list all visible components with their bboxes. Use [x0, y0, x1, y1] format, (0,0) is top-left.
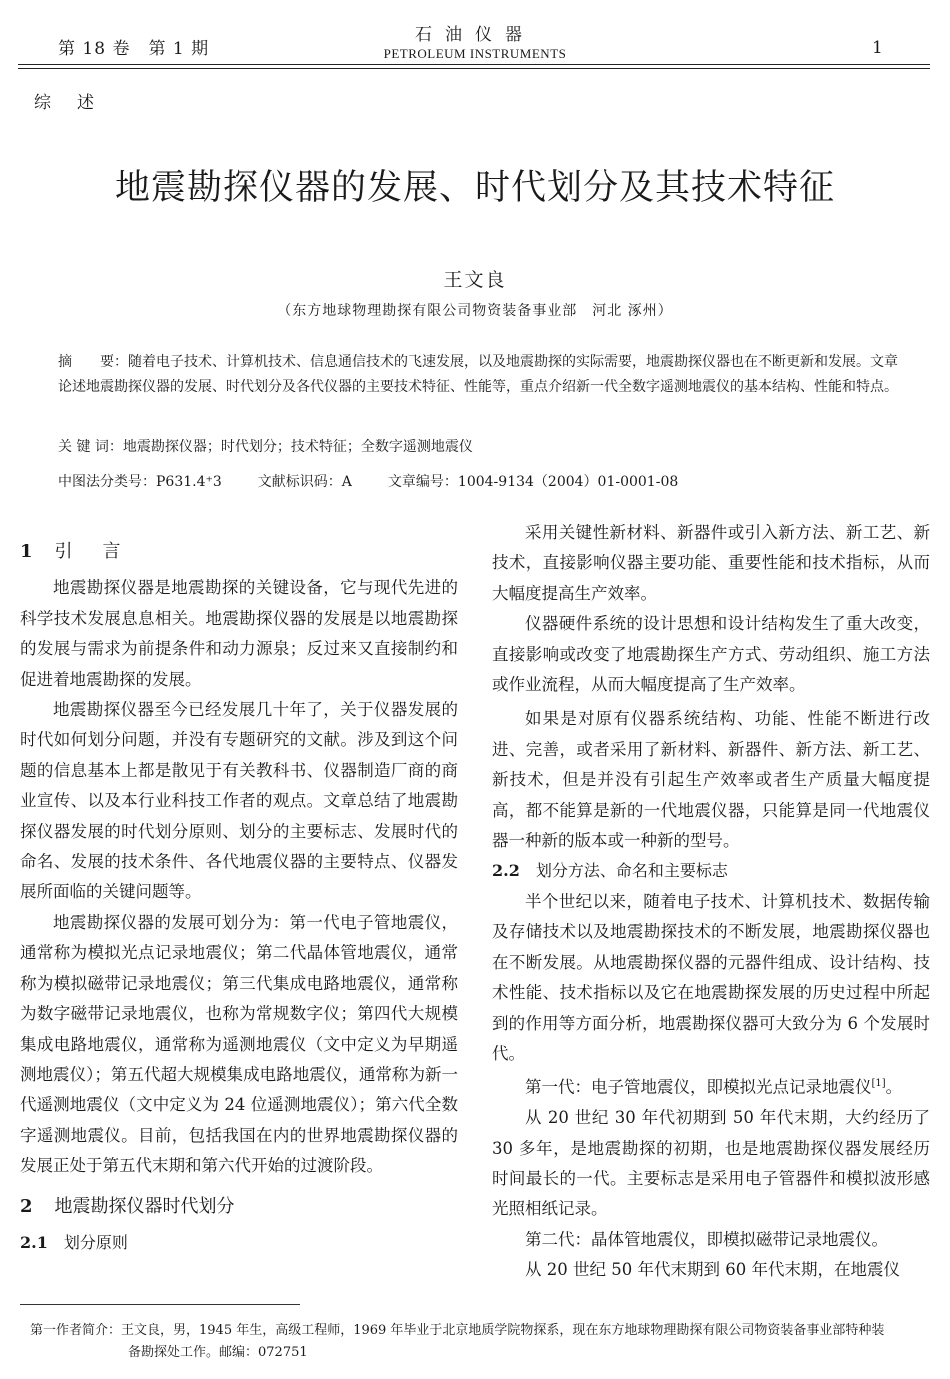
header-rule-top: [18, 64, 930, 65]
document-code: 文献标识码：A: [257, 474, 352, 490]
subsection-number: 2.2: [492, 861, 520, 881]
paragraph: 如果是对原有仪器系统结构、功能、性能不断进行改进、完善，或者采用了新材料、新器件、新方法、新工艺、新技术，但是并没有引起生产效率或者生产质量大幅度提高，都不能算是新的一代地震仪器，只能算是同一代地震仪器一种新的版本或一种新的型号。: [492, 709, 930, 851]
author: 王文良: [443, 269, 507, 291]
keywords-label: 关 键 词：: [58, 439, 123, 455]
clc-number: 中图法分类号：P631.4⁺3: [58, 474, 222, 490]
paragraph: 仪器硬件系统的设计思想和设计结构发生了重大改变，直接影响或改变了地震勘探生产方式、劳动组织、施工方法或作业流程，从而大幅度提高了生产效率。: [492, 614, 930, 695]
paragraph: 第二代：晶体管地震仪，即模拟磁带记录地震仪。: [525, 1229, 888, 1249]
paragraph-text: 第一代：电子管地震仪，即模拟光点记录地震仪: [525, 1077, 872, 1097]
abstract-label: 摘 要：: [58, 354, 128, 370]
header-rule-bottom: [18, 68, 930, 69]
paragraph: 地震勘探仪器是地震勘探的关键设备，它与现代先进的科学技术发展息息相关。地震勘探仪器的发展是以地震勘探的发展与需求为前提条件和动力源泉；反过来又直接制约和促进着地震勘探的发展。: [20, 578, 458, 689]
page-number: 1: [872, 38, 883, 58]
paragraph: 从 20 世纪 30 年代初期到 50 年代末期，大约经历了 30 多年，是地震勘探的初期，也是地震勘探仪器发展经历时间最长的一代。主要标志是采用电子管器件和模拟波形感光照相纸记录。: [492, 1108, 930, 1219]
footnote-line: 第一作者简介：王文良，男，1945 年生，高级工程师，1969 年毕业于北京地质学院物探系，现在东方地球物理勘探有限公司物资装备事业部特种装: [30, 1323, 885, 1338]
left-column: [20, 531, 458, 1258]
subsection-heading-2-2: [492, 856, 930, 886]
abstract: [58, 350, 898, 400]
section-number: 1: [20, 541, 33, 562]
footnote-rule: [20, 1304, 300, 1305]
paragraph: 半个世纪以来，随着电子技术、计算机技术、数据传输及存储技术以及地震勘探技术的不断发展，地震勘探仪器也在不断发展。从地震勘探仪器的元器件组成、设计结构、技术性能、技术指标以及它在地震勘探发展的历史过程中所起到的作用等方面分析，地震勘探仪器可大致分为 6 个发展时代。: [492, 891, 930, 1063]
paragraph: 地震勘探仪器的发展可划分为：第一代电子管地震仪，通常称为模拟光点记录地震仪；第二代晶体管地震仪，通常称为模拟磁带记录地震仪；第三代集成电路地震仪，通常称为数字磁带记录地震仪，也称为常规数字仪；第四代大规模集成电路地震仪，通常称为遥测地震仪（文中定义为早期遥测地震仪）；第五代超大规模集成电路地震仪，通常称为新一代遥测地震仪（文中定义为 24 位遥测地震仪）；第六代全数字遥测地震仪。目前，包括我国在内的世界地震勘探仪器的发展正处于第五代末期和第六代开始的过渡阶段。: [20, 912, 458, 1176]
section-type: 综述: [34, 93, 120, 113]
paragraph: [492, 1069, 930, 1103]
abstract-text: 随着电子技术、计算机技术、信息通信技术的飞速发展，以及地震勘探的实际需要，地震勘探仪器也在不断更新和发展。文章论述地震勘探仪器的发展、时代划分及各代仪器的主要技术特征、性能等，重点介绍新一代全数字遥测地震仪的基本结构、性能和特点。: [58, 354, 898, 395]
footnote: [30, 1320, 932, 1364]
citation-ref[interactable]: [1]: [871, 1078, 886, 1090]
section-heading-2: [20, 1192, 458, 1222]
journal-title-en: PETROLEUM INSTRUMENTS: [383, 46, 567, 61]
article-title: 地震勘探仪器的发展、时代划分及其技术特征: [114, 168, 835, 208]
paragraph: 采用关键性新材料、新器件或引入新方法、新工艺、新技术，直接影响仪器主要功能、重要性能和技术指标，从而大幅度提高生产效率。: [492, 523, 930, 603]
keywords: [58, 436, 898, 456]
volume-issue: 第 18 卷 第 1 期: [58, 39, 210, 59]
keywords-text: 地震勘探仪器；时代划分；技术特征；全数字遥测地震仪: [122, 439, 473, 455]
affiliation: （东方地球物理勘探有限公司物资装备事业部 河北 涿州）: [277, 303, 673, 319]
subsection-heading-2-1: [20, 1228, 458, 1258]
paragraph: 地震勘探仪器至今已经发展几十年了，关于仪器发展的时代如何划分问题，并没有专题研究的文献。涉及到这个问题的信息基本上都是散见于有关教科书、仪器制造厂商的商业宣传、以及本行业科技工作者的观点。文章总结了地震勘探仪器发展的时代划分原则、划分的主要标志、发展时代的命名、发展的技术条件、各代地震仪器的主要特点、仪器发展所面临的关键问题等。: [20, 700, 458, 902]
paragraph: 从 20 世纪 50 年代末期到 60 年代末期，在地震仪: [525, 1260, 900, 1280]
section-heading-1: [20, 537, 458, 567]
subsection-title: 划分原则: [63, 1232, 128, 1252]
paragraph-end: 。: [885, 1077, 903, 1097]
section-title: 引 言: [54, 541, 127, 562]
subsection-number: 2.1: [20, 1232, 48, 1252]
journal-title-cn: 石油仪器: [415, 25, 535, 45]
right-column: [492, 518, 930, 1286]
section-title: 地震勘探仪器时代划分: [54, 1195, 235, 1217]
article-number: 文章编号：1004-9134（2004）01-0001-08: [387, 474, 679, 490]
subsection-title: 划分方法、命名和主要标志: [535, 861, 728, 881]
article-meta: [58, 471, 898, 491]
section-number: 2: [20, 1195, 33, 1217]
footnote-line: 备勘探处工作。邮编：072751: [128, 1345, 308, 1360]
